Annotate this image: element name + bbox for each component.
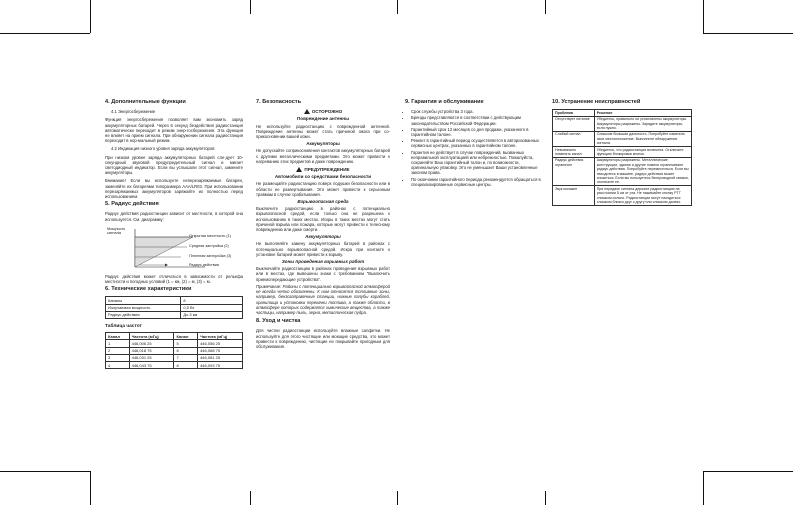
- crop-mark: [703, 33, 793, 34]
- table-cell: 8: [181, 297, 243, 304]
- table-row: [553, 147, 692, 158]
- table-cell: 446,081 25: [198, 354, 243, 361]
- section-5-heading: 5. Радиус действия: [105, 201, 159, 208]
- crop-mark: [0, 471, 90, 472]
- crop-mark: [703, 471, 793, 472]
- paragraph: Радиус действия радиостанции зависит от местности, в которой она используется. См. диаграмму:: [105, 211, 243, 222]
- section-10-heading: 10. Устранение неисправностей: [552, 99, 641, 105]
- table-row: [553, 131, 692, 146]
- list-item: • По окончании гарантийного периода рекомендуется обращаться в специализированные сервисные центры.: [411, 177, 541, 187]
- table-cell: 2: [106, 347, 130, 354]
- paragraph: Не размещайте радиостанцию поверх подушки безопасности или в области ее развертывания. Это может привести к серьезным травмам в случае срабатывания.: [256, 181, 390, 197]
- paragraph: Для чистки радиостанции используйте влажные салфетки. Не используйте для этого чистящие или моющие средства, это может привести к повреждению, чистящие не покрывайте пригодным для обслуживания.: [256, 328, 390, 349]
- subsection-title: Взрывоопасная среда: [297, 199, 349, 205]
- fold-mark: [545, 0, 546, 14]
- table-cell: Отсутствует питание: [553, 116, 595, 131]
- diagram-label-medium: Средняя застройка (2): [189, 243, 229, 248]
- diagram-label-dense: Плотная застройка (3): [189, 253, 232, 258]
- paragraph-note: Примечание: Районы с потенциально взрывоопасной атмосферой не всегда четко обозначены. К ним относятся топливные зоны, например, бензозаправочные станции, нижние палубы кораблей, хранилища и установки перекачки топлива, а также области, в атмосфере которых содержатся химические вещества, а также частицы, например пыль, зерна, металлическая пудра.: [256, 283, 390, 315]
- table-row: [106, 347, 243, 354]
- column-1: [105, 100, 243, 369]
- paragraph-note: Внимание! Если вы используете неперезаряжаемые батареи, заменяйте их батареями типоразмера AAA/LR03. При использовании перезаряжаемых аккумуляторов заряжайте их полностью перед использованием.: [105, 178, 243, 200]
- list-item: • Гарантийный срок 12 месяцев со дня продажи, указанного в гарантийном талоне.: [411, 127, 541, 137]
- fold-mark: [397, 491, 398, 505]
- table-row: [553, 186, 692, 206]
- subsection-title: 4.2 Индикация низкого уровня заряда аккумуляторов: [111, 146, 215, 152]
- table-cell: 6: [174, 347, 198, 354]
- table-header: Решение: [594, 110, 691, 116]
- caution-label: ОСТОРОЖНО: [311, 109, 343, 115]
- section-8-heading: 8. Уход и чистка: [256, 318, 301, 325]
- table-cell: 7: [174, 354, 198, 361]
- paragraph: Выключите радиостанцию в районах с потенциально взрывоопасной средой, если только она не разрешена к использованию в таких местах. Искры в таких местах могут стать причиной взрыва или пожара, которые могут привести к телесному повреждению или даже смерти.: [256, 206, 390, 233]
- table-header: Проблема: [553, 110, 595, 116]
- table-cell: Радиус действия: [106, 311, 181, 318]
- range-diagram: [105, 225, 243, 271]
- table-row: [106, 362, 243, 369]
- table-title: Таблица частот: [105, 324, 142, 330]
- table-cell: 446,093 75: [198, 362, 243, 369]
- table-row: [106, 354, 243, 361]
- table-cell: Невозможно поменять канал: [553, 147, 595, 158]
- table-header: Канал: [174, 333, 198, 340]
- fold-mark: [250, 0, 251, 14]
- table-header: Частота (мГц): [198, 333, 243, 340]
- fold-mark: [397, 0, 398, 14]
- list-item: • Ремонт в гарантийный период осуществляется в авторизованных сервисных центрах, указанных в гарантийном талоне.: [411, 138, 541, 148]
- section-6-heading: 6. Технические характеристики: [105, 286, 192, 293]
- table-cell: 5: [174, 340, 198, 347]
- table-cell: 1: [106, 340, 130, 347]
- fold-mark: [250, 491, 251, 505]
- table-cell: 4: [106, 362, 130, 369]
- table-cell: Слишком большая дальность. Попробуйте изменить свое местоположение. Выполните обнаружение сигнала.: [594, 131, 691, 146]
- list-item: • Срок службы устройства 3 года.: [411, 109, 541, 114]
- paragraph: Не используйте радиостанцию с поврежденной антенной. Повреждение антенны может стать причиной ожога при со-прикосновении вашей кожи.: [256, 123, 390, 140]
- list-item: • Гарантия не действует в случае повреждений, вызванных неправильной эксплуатацией или небрежностью. Пожалуйста, сохраняйте Ваш гарантийный талон и, по возможности, оригинальную упаковку. Это не уменьшает Ваши установленные законом права.: [411, 150, 541, 176]
- table-row: [106, 304, 243, 311]
- table-cell: При передаче сигнала держите радиостанцию на расстоянии 5 см от рта. Не нажимайте кнопку PTT слишком сильно. Радиостанции могут находиться слишком близко друг к другу или слишком далеко.: [594, 186, 691, 206]
- table-header: Канал: [106, 333, 130, 340]
- crop-mark: [90, 471, 91, 505]
- crop-mark: [703, 471, 704, 505]
- warning-triangle-icon: [304, 109, 310, 114]
- table-header: Частота (мГц): [129, 333, 174, 340]
- subsection-title: Зоны проведения взрывных работ: [281, 259, 365, 265]
- troubleshooting-table: [552, 109, 692, 206]
- table-row: [106, 297, 243, 304]
- table-cell: 446,068 75: [198, 347, 243, 354]
- diagram-label-open: Открытая местность (1): [189, 233, 231, 238]
- diagram-label-range: Радиус действия: [189, 262, 219, 267]
- frequency-table: [105, 332, 243, 369]
- table-cell: 3: [106, 354, 130, 361]
- table-cell: 446,056 25: [198, 340, 243, 347]
- column-4: [552, 100, 692, 206]
- caution-heading: [256, 109, 390, 114]
- crop-mark: [703, 0, 704, 33]
- list-item: • Бренды представляются в соответствии с действующим законодательством Российской Федерации.: [411, 115, 541, 125]
- table-cell: Убедитесь, правильно ли установлены аккумуляторы. Аккумуляторы разряжены. Зарядите аккумуляторы, если нужно.: [594, 116, 691, 131]
- table-cell: Убедитесь, что радиостанция включена. Отключите функцию блокировки кнопок.: [594, 147, 691, 158]
- crop-mark: [0, 33, 90, 34]
- paragraph: Функция энергосбережения позволяет вам экономить заряд аккумуляторных батарей. Через 6 секунд бездействия радиостанция автоматически переходит в режим энер-госбережения. Эта функция не влияет на прием сигнала. При обнаружении сигнала радиостанция переходит в нор-мальный режим.: [105, 117, 243, 144]
- table-row: [553, 116, 692, 131]
- diagram-ylabel: Мощность сигнала: [107, 226, 126, 236]
- subsection-title: Аккумуляторы: [305, 234, 341, 240]
- paragraph: Выключайте радиостанцию в районах проведения взрывных работ или в местах, где вывешены знаки с требованием "Выключить приемопередающие устройства".: [256, 266, 390, 282]
- warning-triangle-icon: [296, 167, 302, 172]
- caution-subtitle: Повреждение антенны: [297, 116, 349, 122]
- section-9-heading: 9. Гарантия и обслуживание: [405, 99, 484, 105]
- warranty-list: [405, 109, 541, 187]
- paragraph: Радиус действия может отличаться в зависимости от рельефа местности и погодных условий (1 = км, (2) = м, (3) = м.: [105, 273, 243, 285]
- paragraph: Не допускайте соприкосновения контактов аккумуляторных батарей с другими металлическими предметами. Это может привести к нагреванию этих предметов и даже повреждению.: [256, 148, 390, 164]
- table-cell: Каналы: [106, 297, 181, 304]
- paragraph: Не выполняйте замену аккумуляторных батарей в районах с потенциально взрывоопасной средой. Искра при контакте к установке батарей может привести к взрыву.: [256, 241, 390, 257]
- table-row: [106, 340, 243, 347]
- specs-table: [105, 296, 243, 319]
- section-7-heading: 7. Безопасность: [256, 99, 302, 105]
- fold-mark: [545, 491, 546, 505]
- table-header-row: [106, 333, 243, 340]
- table-cell: 8: [174, 362, 198, 369]
- section-4-heading: 4. Дополнительные функции: [105, 99, 186, 105]
- warning-subtitle: Автомобили со средствами безопасности: [274, 174, 372, 180]
- column-3: [405, 100, 541, 188]
- table-cell: 0,5 Вт: [181, 304, 243, 311]
- table-row: [553, 157, 692, 185]
- warning-heading: [256, 167, 390, 172]
- table-cell: Аккумуляторы разряжены. Металлические конструкции, здания и другие помехи ограничивают радиус действия. Попробуйте переместиться. Если вы находитесь в машине, радиус действия может снизиться. Если вы пользуетесь беспроводной связью, отключите ее.: [594, 157, 691, 185]
- column-2: [256, 100, 390, 351]
- subsection-title: 4.1 Энергосбережение: [111, 109, 156, 115]
- crop-mark: [90, 0, 91, 33]
- paragraph: При низком уровне заряда аккумуляторных батарей сле-дует 10-секундный звуковой предупредительный сигнал и мигает светодиодный индикатор. Если вы услышали этот сигнал, замените аккумуляторы.: [105, 154, 243, 176]
- table-cell: 446,018 75: [129, 347, 174, 354]
- table-cell: 446,031 25: [129, 354, 174, 361]
- table-cell: 446,043 75: [129, 362, 174, 369]
- table-cell: 446,006 25: [129, 340, 174, 347]
- subsection-title: Аккумуляторы: [306, 141, 340, 147]
- table-row: [106, 311, 243, 318]
- warning-label: ПРЕДУПРЕЖДЕНИЕ: [304, 167, 350, 173]
- table-cell: Излучаемая мощность: [106, 304, 181, 311]
- table-cell: Слабый сигнал: [553, 131, 595, 146]
- table-cell: До 3 км: [181, 311, 243, 318]
- table-cell: Звук искажен: [553, 186, 595, 206]
- table-cell: Радиус действия ограничен: [553, 157, 595, 185]
